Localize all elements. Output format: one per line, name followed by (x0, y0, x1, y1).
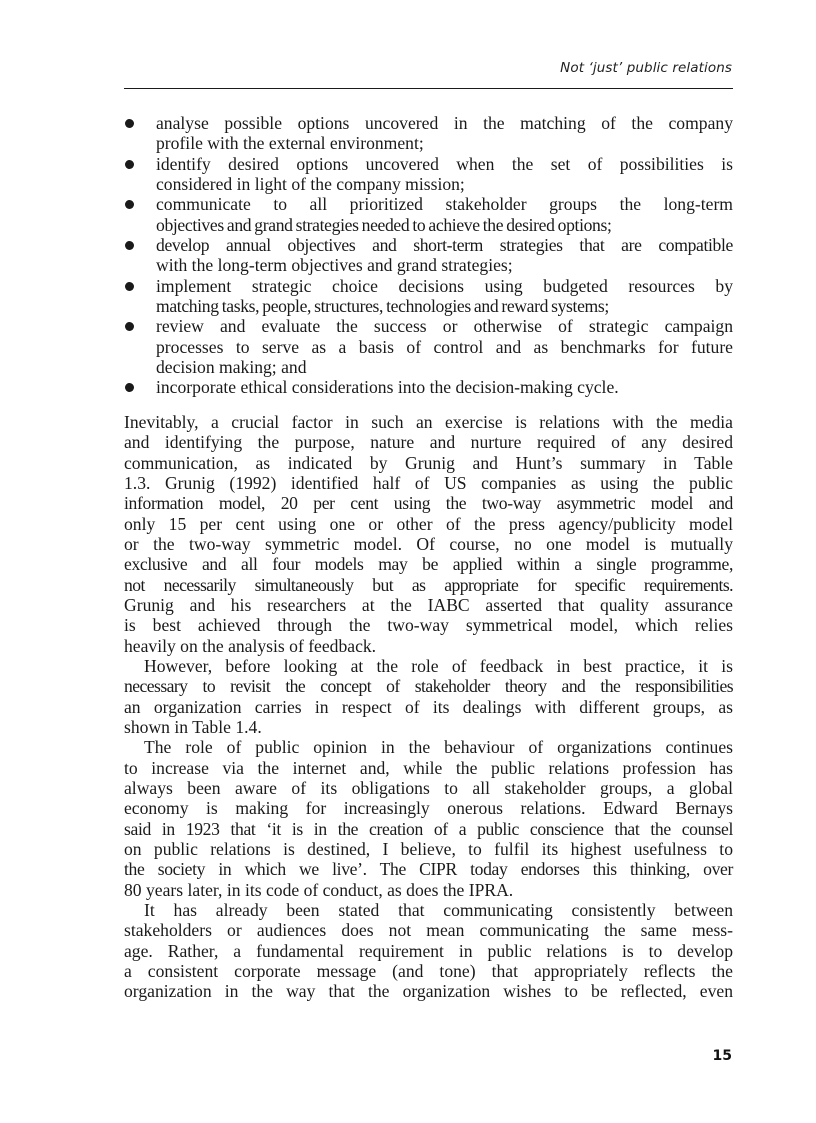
text-line: economy is making for increasingly onerous relations. Edward Bernays (124, 798, 733, 819)
text-line: communicate to all prioritized stakeholder groups the long-term (156, 194, 733, 215)
paragraph-consistent-message (124, 900, 733, 1002)
bullet-icon (125, 383, 134, 392)
bullet-icon (125, 160, 134, 169)
bullet-icon (125, 322, 134, 331)
text-line: only 15 per cent using one or other of the press agency/publicity model (124, 513, 733, 534)
text-line: always been aware of its obligations to all stakeholder groups, a global (124, 778, 733, 798)
paragraph-stakeholder-theory (124, 656, 733, 737)
text-line: incorporate ethical considerations into the decision-making cycle. (156, 377, 619, 398)
text-line: the society in which we live’. The CIPR today endorses this thinking, over (124, 859, 733, 880)
text-line: shown in Table 1.4. (124, 716, 262, 737)
running-header-title: Not ‘just’ public relations (560, 60, 732, 76)
text-line: not necessarily simultaneously but as appropriate for specific requirements. (124, 574, 733, 595)
list-item (124, 316, 733, 377)
text-line: identify desired options uncovered when the set of possibilities is (156, 153, 733, 174)
list-item (124, 194, 733, 235)
bullet-icon (125, 241, 134, 250)
text-line: considered in light of the company mission; (156, 174, 465, 195)
bullet-icon (125, 200, 134, 209)
text-line: a consistent corporate message (and tone) that appropriately reflects the (124, 961, 733, 982)
text-line: said in 1923 that ‘it is in the creation of a public conscience that the counsel (124, 818, 733, 839)
text-line: Inevitably, a crucial factor in such an exercise is relations with the media (124, 411, 733, 432)
text-line: organization in the way that the organization wishes to be reflected, even (124, 981, 733, 1002)
text-line: 1.3. Grunig (1992) identified half of US companies as using the public (124, 472, 733, 493)
text-line: analyse possible options uncovered in the matching of the company (156, 113, 733, 133)
text-line: processes to serve as a basis of control and as benchmarks for future (156, 336, 733, 357)
text-line: matching tasks, people, structures, technologies and reward systems; (156, 296, 609, 317)
text-line: review and evaluate the success or otherwise of strategic campaign (156, 316, 733, 337)
list-item (124, 154, 733, 195)
paragraph-public-opinion (124, 737, 733, 900)
page-body (124, 113, 733, 1002)
page-number: 15 (712, 1048, 732, 1064)
text-line: communication, as indicated by Grunig and Hunt’s summary in Table (124, 452, 733, 473)
text-line: information model, 20 per cent using the two-way asymmetric model and (124, 493, 733, 514)
paragraph-media-relations (124, 412, 733, 656)
header-rule-divider (124, 88, 733, 89)
text-line: stakeholders or audiences does not mean communicating the same mess- (124, 920, 733, 941)
text-line: and identifying the purpose, nature and nurture required of any desired (124, 432, 733, 453)
text-line: The role of public opinion in the behaviour of organizations continues (144, 737, 733, 758)
text-line: on public relations is destined, I believe, to fulfil its highest usefulness to (124, 839, 733, 860)
text-line: 80 years later, in its code of conduct, as does the IPRA. (124, 879, 514, 900)
text-line: age. Rather, a fundamental requirement in public relations is to develop (124, 940, 733, 961)
text-line: is best achieved through the two-way symmetrical model, which relies (124, 615, 733, 636)
list-item (124, 377, 733, 397)
text-line: an organization carries in respect of its dealings with different groups, as (124, 696, 733, 717)
list-item (124, 113, 733, 154)
text-line: It has already been stated that communicating consistently between (144, 900, 733, 921)
text-line: decision making; and (156, 357, 307, 378)
text-line: with the long-term objectives and grand strategies; (156, 255, 513, 276)
section-spacer (124, 398, 733, 412)
text-line: profile with the external environment; (156, 133, 424, 154)
list-item (124, 276, 733, 317)
text-line: develop annual objectives and short-term strategies that are compatible (156, 235, 733, 256)
bullet-icon (125, 282, 134, 291)
text-line: objectives and grand strategies needed to achieve the desired options; (156, 214, 612, 235)
text-line: necessary to revisit the concept of stakeholder theory and the responsibilities (124, 676, 733, 697)
bullet-icon (125, 119, 134, 128)
text-line: to increase via the internet and, while the public relations profession has (124, 757, 733, 778)
text-line: However, before looking at the role of feedback in best practice, it is (144, 655, 733, 676)
list-item (124, 235, 733, 276)
strategy-steps-list (124, 113, 733, 398)
text-line: Grunig and his researchers at the IABC asserted that quality assurance (124, 594, 733, 615)
text-line: heavily on the analysis of feedback. (124, 635, 377, 656)
text-line: implement strategic choice decisions using budgeted resources by (156, 275, 733, 296)
text-line: or the two-way symmetric model. Of course, no one model is mutually (124, 533, 733, 554)
text-line: exclusive and all four models may be applied within a single programme, (124, 554, 733, 575)
